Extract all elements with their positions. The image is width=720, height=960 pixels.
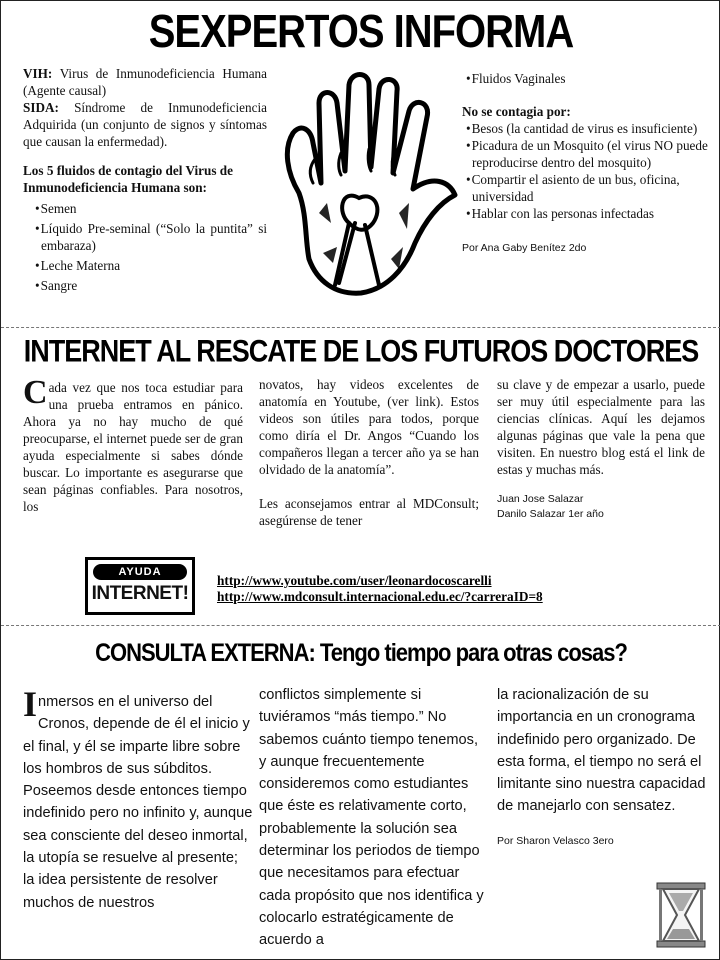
article-text: la racionalización de su importancia en un cronograma indefinido pero organizado. De esta forma, el tiempo no será el limitante sino nuestra capacidad de manejarlo con sensatez.	[497, 687, 706, 815]
links-block	[217, 573, 707, 605]
section3-title: CONSULTA EXTERNA: Tengo tiempo para otras cosas?	[95, 638, 627, 667]
section2-column-1	[23, 374, 243, 515]
fluids-list-continued	[462, 70, 712, 87]
vih-definition: Virus de Inmunodeficiencia Humana (Agente causal)	[23, 66, 267, 98]
byline: Danilo Salazar 1er año	[497, 508, 604, 520]
section-divider	[1, 327, 720, 328]
hourglass-icon	[653, 881, 709, 949]
article-text: Les aconsejamos entrar al MDConsult; asegúrense de tener	[259, 496, 479, 528]
article-text: novatos, hay videos excelentes de anatomía en Youtube, (ver link). Estos videos son útiles para todos, porque como diría el Dr. Angos “Cuando los compañeros llegan a tercer año ya se han olvidado de la anatomía”.	[259, 377, 479, 477]
list-item: • Leche Materna	[23, 257, 267, 274]
article-text: ada vez que nos toca estudiar para una prueba entramos en pánico. Ahora ya no hay mucho de qué preocuparse, el internet puede ser de gran ayuda especialmente si sabes dónde buscar. Lo importante es asegurarse que sean páginas confiables. Para nosotros, los	[23, 380, 243, 514]
youtube-link[interactable]: http://www.youtube.com/user/leonardocoscarelli	[217, 573, 492, 588]
list-item: • Sangre	[23, 277, 267, 294]
section3-column-2	[259, 684, 484, 952]
byline: Por Ana Gaby Benítez 2do	[462, 242, 587, 254]
list-item: • Picadura de un Mosquito (el virus NO puede reproducirse dentro del mosquito)	[462, 137, 712, 171]
list-item: • Compartir el asiento de un bus, oficina, universidad	[462, 171, 712, 205]
section1-title: SEXPERTOS INFORMA	[148, 6, 574, 58]
byline: Por Sharon Velasco 3ero	[497, 834, 614, 847]
hand-ribbon-icon	[279, 63, 463, 313]
article-text: su clave y de empezar a usarlo, puede ser muy útil especialmente para las ciencias clínicas. Aquí les dejamos algunas páginas que vale la pena que visiten. En nuestro blog está el link de estas y muchas más.	[497, 377, 705, 477]
section1-left-column	[23, 65, 267, 294]
fluids-list	[23, 200, 267, 294]
no-contagion-list	[462, 120, 712, 222]
fluids-heading-rest: del Virus de Inmunodeficiencia Humana son:	[23, 163, 233, 195]
list-item: • Líquido Pre-seminal (“Solo la puntita” si embaraza)	[23, 220, 267, 254]
byline: Juan Jose Salazar	[497, 493, 584, 505]
list-item: • Semen	[23, 200, 267, 217]
fluids-heading-bold: Los 5 fluidos de contagio	[23, 163, 163, 178]
sign-label-bottom: INTERNET!	[91, 583, 189, 604]
section2-column-2	[259, 376, 479, 529]
section-divider	[1, 625, 720, 626]
no-contagia-heading: No se contagia por:	[462, 104, 571, 119]
section2-title: INTERNET AL RESCATE DE LOS FUTUROS DOCTORES	[23, 333, 699, 369]
sida-definition: Síndrome de Inmunodeficiencia Adquirida (un conjunto de signos y síntomas que causan la enfermedad).	[23, 100, 268, 149]
mdconsult-link[interactable]: http://www.mdconsult.internacional.edu.ec/?carreraID=8	[217, 589, 543, 604]
ayuda-internet-sign	[85, 557, 195, 615]
sida-term: SIDA:	[23, 100, 59, 115]
section3-column-3	[497, 684, 711, 848]
list-item: • Hablar con las personas infectadas	[462, 205, 712, 222]
dropcap: C	[23, 374, 48, 411]
sign-label-top: AYUDA	[93, 564, 187, 580]
vih-term: VIH:	[23, 66, 53, 81]
list-item: • Fluidos Vaginales	[462, 70, 712, 87]
dropcap: I	[23, 684, 38, 724]
section1-right-column	[462, 70, 712, 257]
section2-column-3	[497, 376, 705, 522]
article-text: conflictos simplemente si tuviéramos “más tiempo.” No sabemos cuánto tiempo tenemos, y aunque frecuentemente consideremos como estudiantes que éste es relativamente corto, probablemente la solución sea determinar los periodos de tiempo que necesitamos para efectuar cada propósito que nos identifica y colocarlo estratégicamente de acuerdo a	[259, 687, 484, 949]
article-text: nmersos en el universo del Cronos, depende de él el inicio y el final, y él se imparte libre sobre los hombros de sus súbditos. Poseemos desde entonces tiempo indefinido pero no infinito y, aunque sea consciente del deseo inmortal, la utopía se resuelve al presente; la idea persistente de resolver muchos de nuestros	[23, 694, 253, 911]
list-item: • Besos (la cantidad de virus es insuficiente)	[462, 120, 712, 137]
section3-column-1	[23, 684, 253, 914]
